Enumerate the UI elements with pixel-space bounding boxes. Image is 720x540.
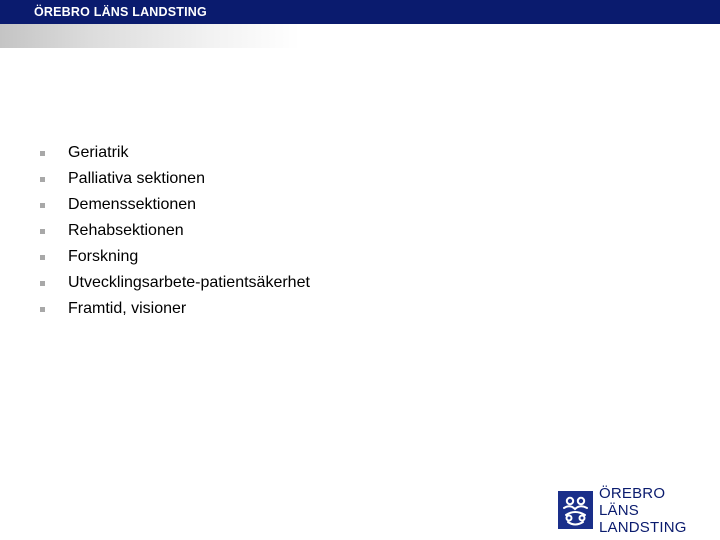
list-item (40, 140, 310, 166)
bullet-square-icon (40, 229, 45, 234)
list-item-text: Rehabsektionen (68, 222, 184, 239)
list-item (40, 244, 310, 270)
list-item (40, 296, 310, 322)
footer-logo (558, 484, 708, 536)
list-item-text: Palliativa sektionen (68, 170, 205, 187)
list-item-text: Forskning (68, 248, 139, 265)
list-item (40, 270, 310, 296)
landsting-emblem-icon (558, 491, 593, 529)
logo-line-2: LANDSTING (599, 518, 687, 536)
list-item (40, 166, 310, 192)
bullet-square-icon (40, 177, 45, 182)
list-item-text: Framtid, visioner (68, 300, 187, 317)
bullet-square-icon (40, 151, 45, 156)
list-item-text: Utvecklingsarbete-patientsäkerhet (68, 274, 310, 291)
bullet-list (40, 140, 310, 322)
list-item-text: Geriatrik (68, 144, 129, 161)
logo-text (599, 485, 708, 536)
header-gradient-strip (0, 24, 300, 48)
bullet-square-icon (40, 281, 45, 286)
bullet-square-icon (40, 255, 45, 260)
bullet-square-icon (40, 307, 45, 312)
header-title: ÖREBRO LÄNS LANDSTING (34, 5, 207, 19)
bullet-square-icon (40, 203, 45, 208)
header-bar (0, 0, 720, 24)
list-item-text: Demenssektionen (68, 196, 197, 213)
list-item (40, 218, 310, 244)
list-item (40, 192, 310, 218)
logo-line-1: ÖREBRO LÄNS (599, 484, 666, 519)
